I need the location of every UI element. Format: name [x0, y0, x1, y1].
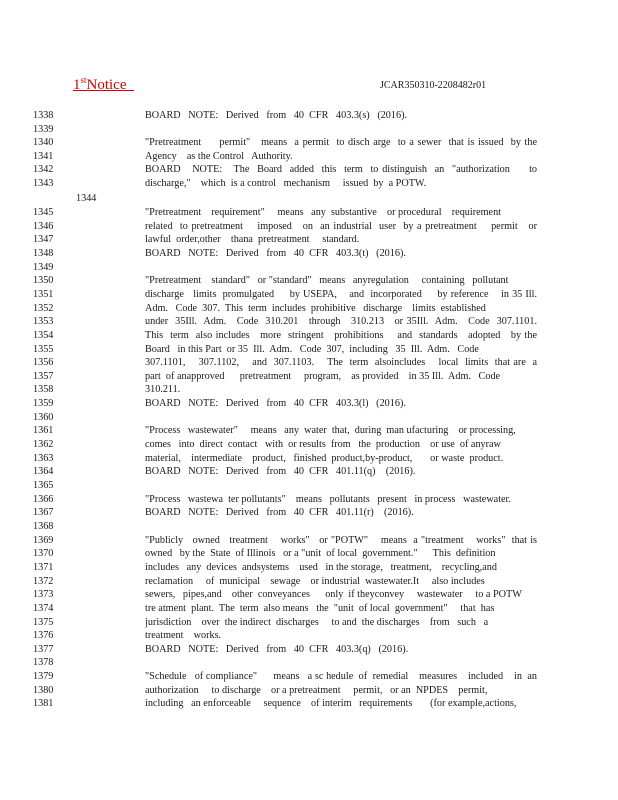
- document-line: [0, 411, 618, 424]
- line-text: BOARD NOTE: Derived from 40 CFR 403.3(l) (2016).: [145, 398, 406, 410]
- line-number: 1359: [33, 398, 54, 410]
- document-line: [0, 383, 618, 396]
- line-number: 1371: [33, 561, 54, 573]
- line-number: 1345: [33, 207, 54, 218]
- document-line: [0, 206, 618, 219]
- notice-title: 1stNotice: [73, 75, 127, 93]
- line-number: 1356: [33, 357, 54, 369]
- document-line: [0, 602, 618, 615]
- document-line: [0, 561, 618, 574]
- line-text: owned by the State of Illinois or a "unit of local government." This definition: [145, 548, 496, 560]
- line-number: 1354: [33, 329, 54, 341]
- line-number: 1372: [33, 575, 54, 587]
- document-line: [0, 452, 618, 465]
- document-line: [0, 616, 618, 629]
- document-line: [0, 302, 618, 315]
- line-number: 1367: [33, 507, 54, 519]
- document-line: [0, 656, 618, 669]
- line-number: 1381: [33, 698, 54, 710]
- line-number: 1343: [33, 177, 54, 189]
- line-number: 1376: [33, 630, 54, 642]
- line-text: Agency as the Control Authority.: [145, 150, 293, 162]
- document-line: [0, 220, 618, 233]
- line-text: comes into direct contact with or results from the production or use of anyraw: [145, 439, 501, 451]
- document-line: [0, 588, 618, 601]
- line-number: 1340: [33, 137, 54, 148]
- line-number: 1342: [33, 164, 54, 175]
- document-line: [0, 274, 618, 287]
- line-number: 1379: [33, 671, 54, 683]
- document-code: JCAR350310-2208482r01: [380, 80, 487, 91]
- line-number: 1364: [33, 466, 54, 478]
- line-text: 310.211.: [145, 384, 181, 396]
- stray-line-number: 1344: [76, 193, 97, 204]
- line-text: under 35Ill. Adm. Code 310.201 through 310.213 or 35Ill. Adm. Code 307.1101.: [145, 316, 537, 328]
- line-number: 1373: [33, 589, 54, 601]
- line-number: 1353: [33, 316, 54, 328]
- line-text: treatment works.: [145, 630, 222, 642]
- line-number: 1349: [33, 261, 54, 273]
- document-line: [0, 329, 618, 342]
- line-number: 1380: [33, 684, 54, 696]
- document-line: [0, 343, 618, 356]
- line-number: 1375: [33, 616, 54, 628]
- document-line: [0, 534, 618, 547]
- line-text: BOARD NOTE: The Board added this term to distinguish an "authorization to: [145, 164, 537, 175]
- line-number: 1362: [33, 439, 54, 451]
- document-line: [0, 288, 618, 301]
- document-line: [0, 370, 618, 383]
- line-text: includes any devices andsystems used in the storage, treatment, recycling,and: [145, 561, 497, 573]
- line-number: 1357: [33, 370, 54, 382]
- document-line: [0, 670, 618, 683]
- line-text: "Publicly owned treatment works" or "POTW" means a "treatment works" that is: [145, 534, 537, 546]
- line-text: "Pretreatment permit" means a permit to disch arge to a sewer that is issued by the: [145, 137, 537, 148]
- line-text: lawful order,other thana pretreatment standard.: [145, 234, 360, 246]
- line-number: 1369: [33, 534, 54, 546]
- line-number: 1368: [33, 520, 54, 532]
- line-text: BOARD NOTE: Derived from 40 CFR 403.3(t) (2016).: [145, 247, 406, 259]
- document-line: [0, 547, 618, 560]
- line-text: "Pretreatment requirement" means any substantive or procedural requirement: [145, 207, 501, 218]
- line-number: 1358: [33, 384, 54, 396]
- line-number: 1361: [33, 425, 54, 437]
- line-number: 1341: [33, 150, 54, 162]
- document-line: [0, 136, 618, 149]
- document-line: [0, 684, 618, 697]
- document-line: [0, 163, 618, 176]
- document-line: [0, 109, 618, 122]
- line-text: "Process wastewa ter pollutants" means pollutants present in process wastewater.: [145, 493, 511, 505]
- line-text: including an enforceable sequence of interim requirements (for example,actions,: [145, 698, 517, 710]
- document-line: [0, 397, 618, 410]
- line-text: BOARD NOTE: Derived from 40 CFR 403.3(q) (2016).: [145, 643, 409, 655]
- document-line: [0, 697, 618, 710]
- line-text: authorization to discharge or a pretreatment permit, or an NPDES permit,: [145, 684, 488, 696]
- line-text: BOARD NOTE: Derived from 40 CFR 401.11(r) (2016).: [145, 507, 414, 519]
- line-number: 1338: [33, 110, 54, 121]
- line-text: This term also includes more stringent prohibitions and standards adopted by the: [145, 329, 537, 341]
- line-number: 1346: [33, 220, 54, 232]
- document-line: [0, 247, 618, 260]
- line-number: 1366: [33, 493, 54, 505]
- line-text: material, intermediate product, finished product,by-product, or waste product.: [145, 452, 504, 464]
- document-line: [0, 261, 618, 274]
- line-text: reclamation of municipal sewage or industrial wastewater.It also includes: [145, 575, 485, 587]
- line-text: jurisdiction over the indirect discharges to and the discharges from such a: [145, 616, 489, 628]
- line-text: "Schedule of compliance" means a sc hedule of remedial measures included in an: [145, 671, 537, 683]
- document-line: [0, 315, 618, 328]
- line-number: 1360: [33, 411, 54, 423]
- line-text: part of anapproved pretreatment program, as provided in 35 Ill. Adm. Code: [145, 370, 501, 382]
- document-line: [0, 575, 618, 588]
- line-text: related to pretreatment imposed on an industrial user by a pretreatment permit or: [145, 220, 537, 232]
- line-text: BOARD NOTE: Derived from 40 CFR 403.3(s) (2016).: [145, 110, 408, 121]
- document-line: [0, 479, 618, 492]
- line-text: sewers, pipes,and other conveyances only if theyconvey wastewater to a POTW: [145, 589, 522, 601]
- line-text: "Pretreatment standard" or "standard" means anyregulation containing pollutant: [145, 275, 509, 287]
- document-line: [0, 123, 618, 136]
- line-text: tre atment plant. The term also means the "unit of local government" that has: [145, 602, 495, 614]
- document-line: [0, 643, 618, 656]
- line-number: 1347: [33, 234, 54, 246]
- line-number: 1348: [33, 247, 54, 259]
- line-text: Board in this Part or 35 Ill. Adm. Code 307, including 35 Ill. Adm. Code: [145, 343, 479, 355]
- line-number: 1339: [33, 123, 54, 135]
- document-line: [0, 233, 618, 246]
- line-text: Adm. Code 307. This term includes prohibitive discharge limits established: [145, 302, 486, 314]
- line-text: 307.1101, 307.1102, and 307.1103. The term alsoincludes local limits that are a: [145, 357, 537, 369]
- line-number: 1363: [33, 452, 54, 464]
- document-line: [0, 438, 618, 451]
- document-line: [0, 493, 618, 506]
- document-line: [0, 506, 618, 519]
- line-text: "Process wastewater" means any water that, during man ufacturing or processing,: [145, 425, 516, 437]
- line-number: 1370: [33, 548, 54, 560]
- document-line: [0, 424, 618, 437]
- line-text: discharge limits promulgated by USEPA, and incorporated by reference in 35 Ill.: [145, 288, 537, 300]
- line-number: 1365: [33, 480, 54, 491]
- line-number: 1377: [33, 643, 54, 655]
- document-line: [0, 177, 618, 190]
- line-text: BOARD NOTE: Derived from 40 CFR 401.11(q) (2016).: [145, 466, 416, 478]
- line-number: 1378: [33, 657, 54, 669]
- line-number: 1351: [33, 288, 54, 300]
- document-line: [0, 520, 618, 533]
- line-number: 1350: [33, 275, 54, 287]
- line-number: 1355: [33, 343, 54, 355]
- document-line: [0, 356, 618, 369]
- line-number: 1352: [33, 302, 54, 314]
- line-text: discharge," which is a control mechanism issued by a POTW.: [145, 177, 427, 189]
- line-number: 1374: [33, 602, 54, 614]
- document-line: [0, 150, 618, 163]
- document-line: [0, 465, 618, 478]
- document-line: [0, 629, 618, 642]
